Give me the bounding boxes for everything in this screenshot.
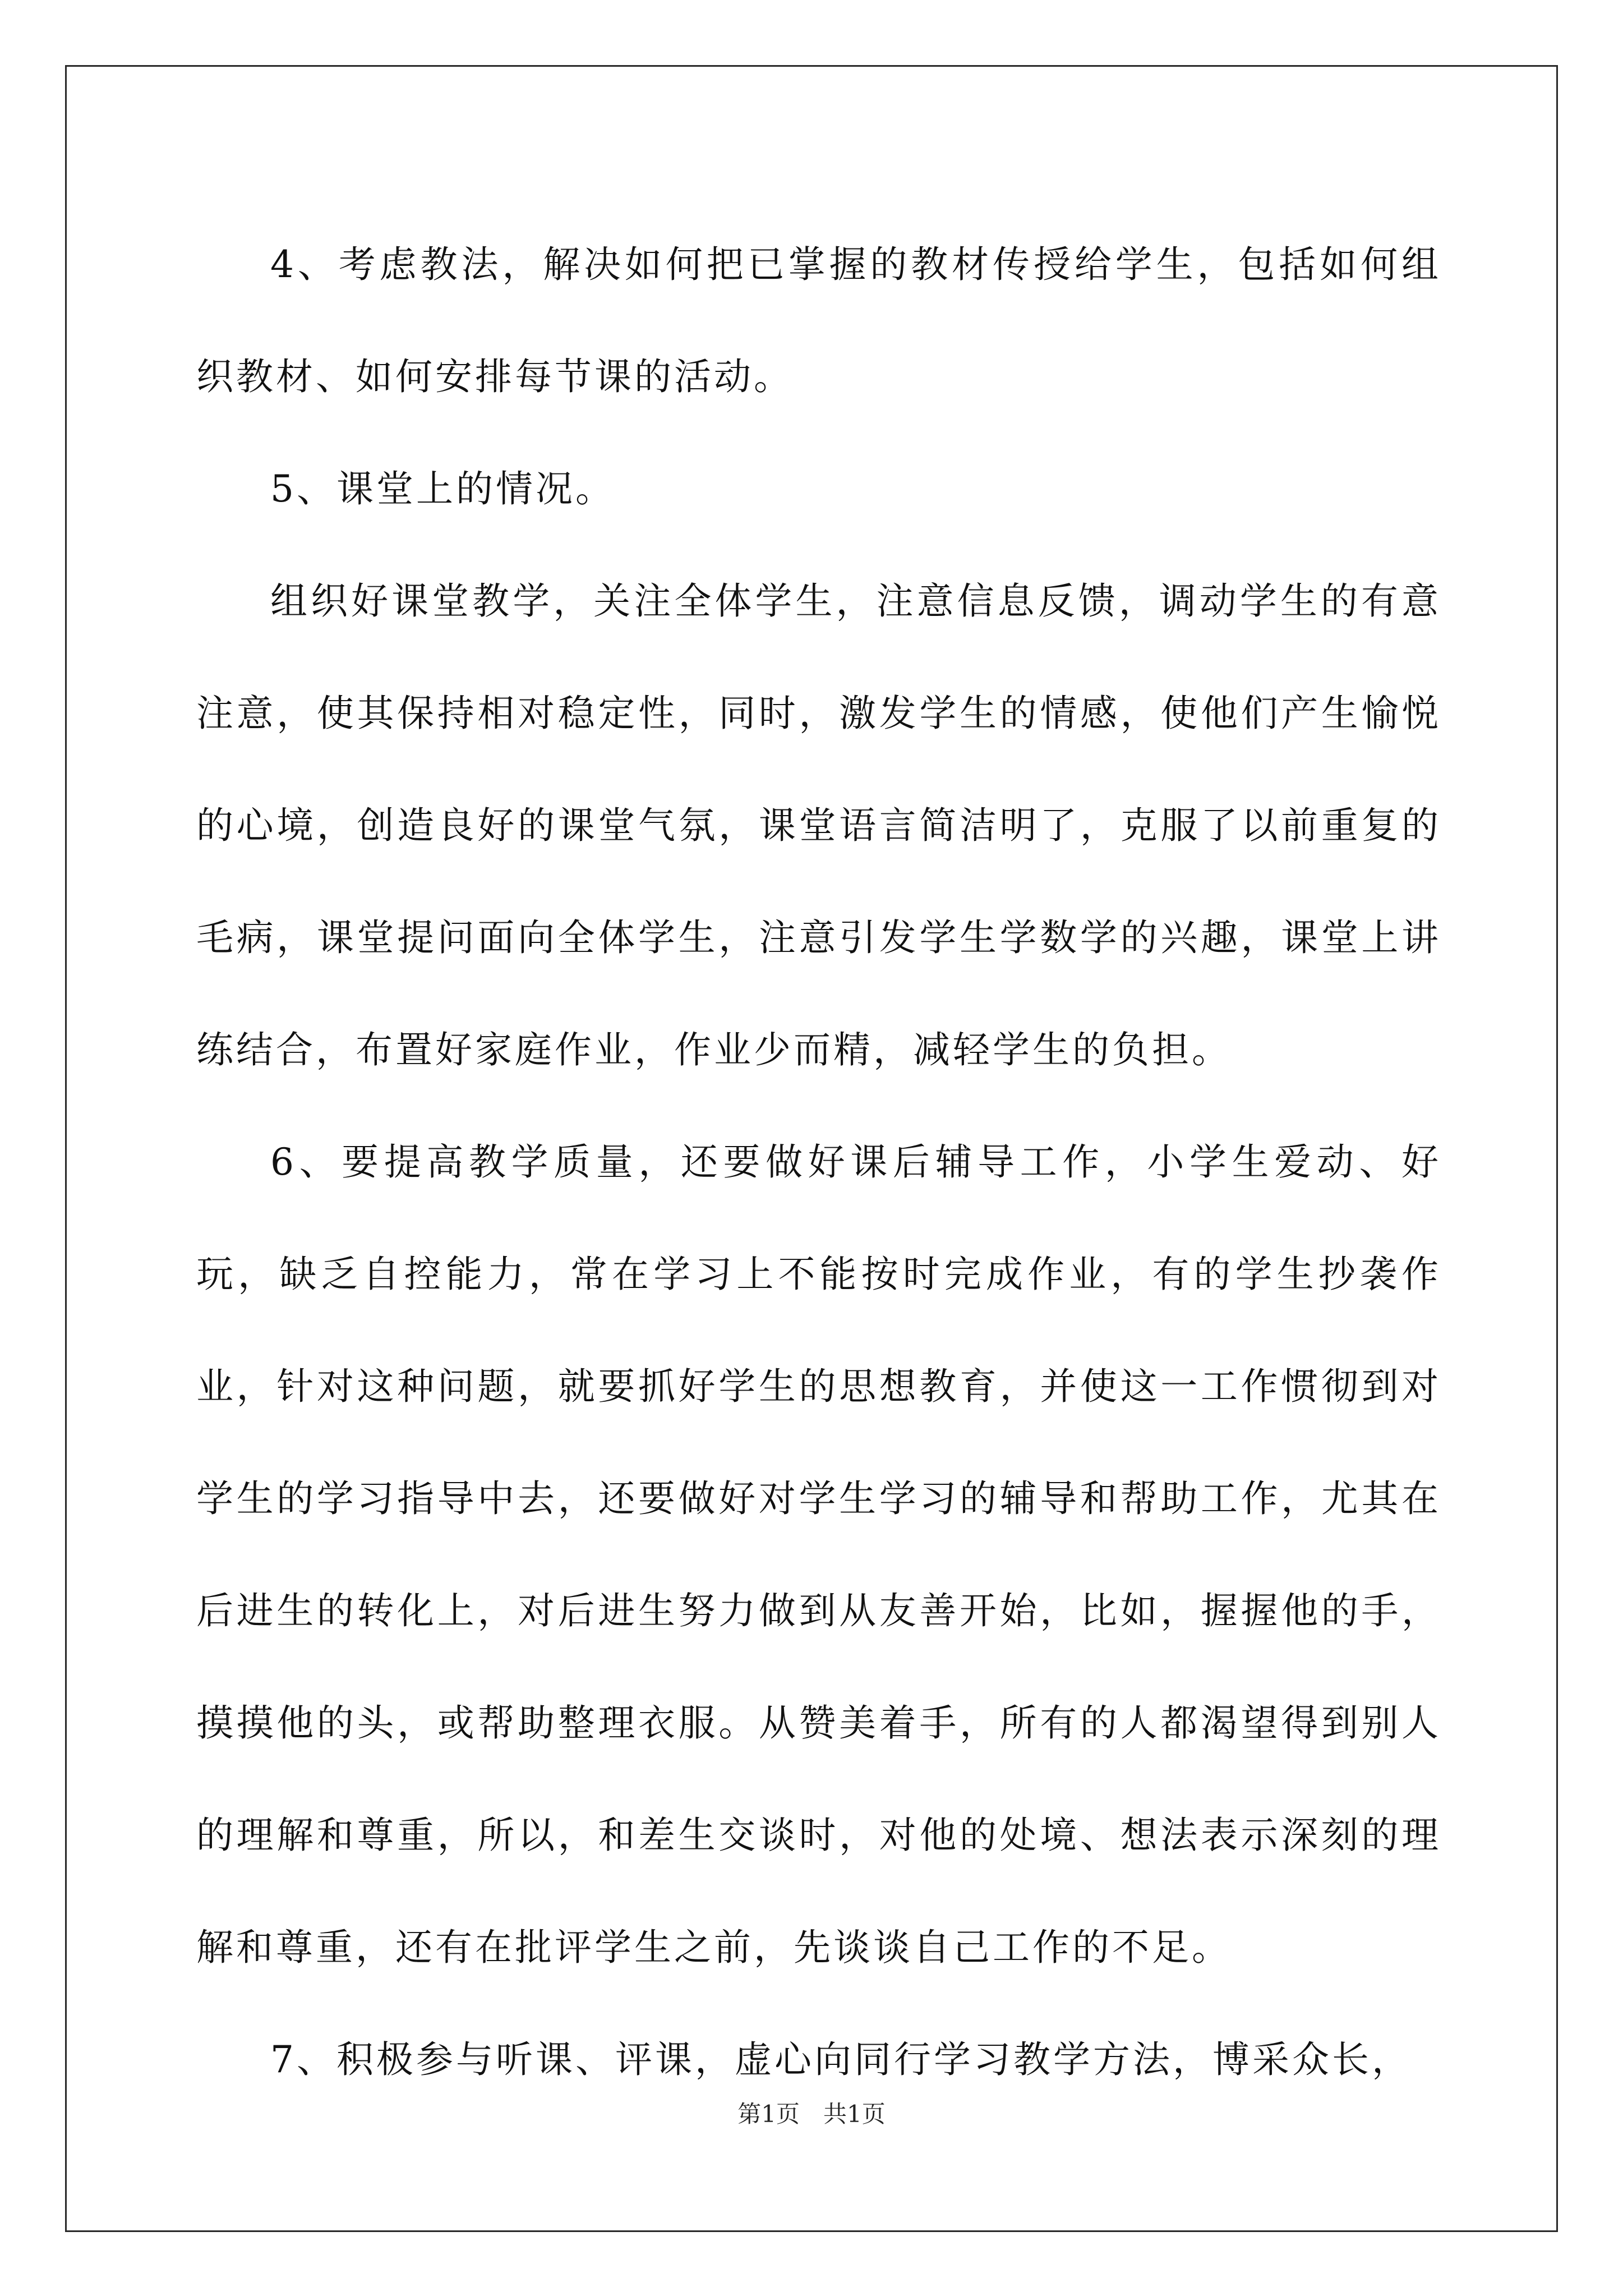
- paragraph-item-4: 4、考虑教法，解决如何把已掌握的教材传授给学生，包括如何组织教材、如何安排每节课的活动。: [196, 243, 1441, 398]
- page-footer: 第1页 共1页: [737, 2100, 886, 2128]
- paragraph-item-7: 7、积极参与听课、评课，虚心向同行学习教学方法，博采众长，: [270, 2038, 1412, 2081]
- document-body: [196, 209, 1441, 2116]
- paragraph-item-5-heading: 5、课堂上的情况。: [270, 467, 615, 510]
- paragraph-item-6: 6、要提高教学质量，还要做好课后辅导工作，小学生爱动、好玩，缺乏自控能力，常在学习上不能按时完成作业，有的学生抄袭作业，针对这种问题，就要抓好学生的思想教育，并使这一工作惯彻到对学生的学习指导中去，还要做好对学生学习的辅导和帮助工作，尤其在后进生的转化上，对后进生努力做到从友善开始，比如，握握他的手，摸摸他的头，或帮助整理衣服。从赞美着手，所有的人都渴望得到别人的理解和尊重，所以，和差生交谈时，对他的处境、想法表示深刻的理解和尊重，还有在批评学生之前，先谈谈自己工作的不足。: [196, 1140, 1441, 1969]
- paragraph-classroom-details: 组织好课堂教学，关注全体学生，注意信息反馈，调动学生的有意注意，使其保持相对稳定性，同时，激发学生的情感，使他们产生愉悦的心境，创造良好的课堂气氛，课堂语言简洁明了，克服了以前重复的毛病，课堂提问面向全体学生，注意引发学生学数学的兴趣，课堂上讲练结合，布置好家庭作业，作业少而精，减轻学生的负担。: [196, 579, 1441, 1071]
